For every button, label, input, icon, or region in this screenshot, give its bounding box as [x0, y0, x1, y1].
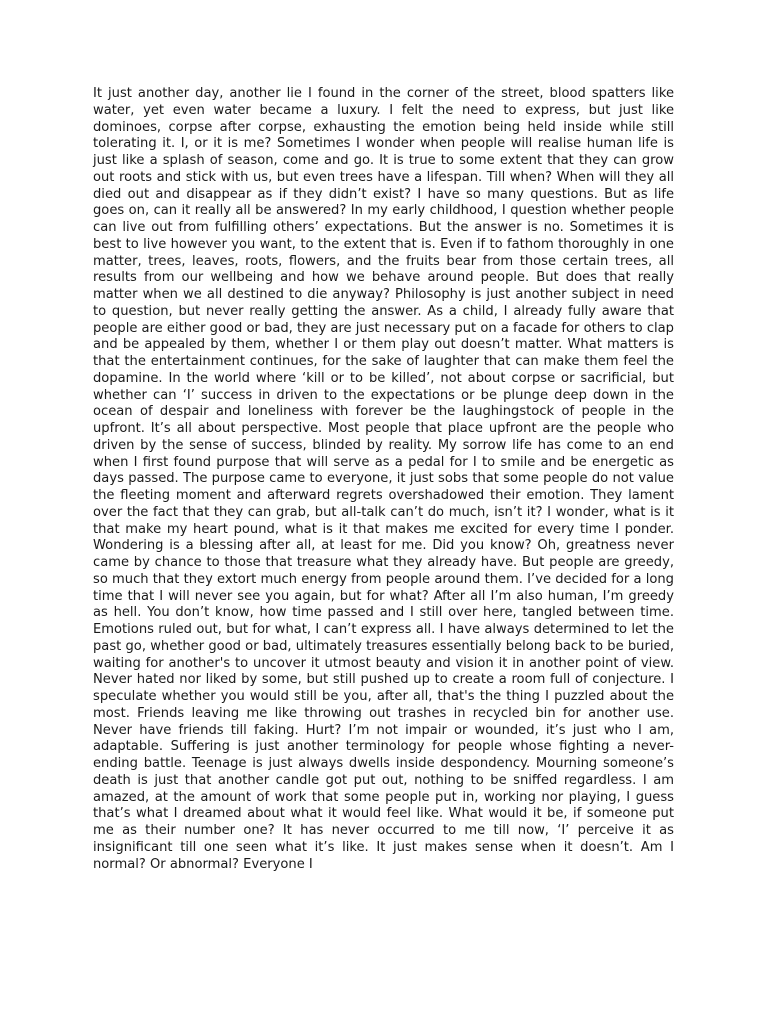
body-paragraph: It just another day, another lie I found in the corner of the street, blood spatters like water, yet even water became a luxury. I felt the need to express, but just like dominoes, corpse after corpse, exhausting the emotion being held inside while still tolerating it. I, or it is me? Sometimes I wonder when people will realise human life is just like a splash of season, come and go. It is true to some extent that they can grow out roots and stick with us, but even trees have a lifespan. Till when? When will they all died out and disappear as if they didn’t exist? I have so many questions. But as life goes on, can it really all be answered? In my early childhood, I question whether people can live out from fulfilling others’ expectations. But the answer is no. Sometimes it is best to live however you want, to the extent that is. Even if to fathom thoroughly in one matter, trees, leaves, roots, flowers, and the fruits bear from those certain trees, all results from our wellbeing and how we behave around people. But does that really matter when we all destined to die anyway? Philosophy is just another subject in need to question, but never really getting the answer. As a child, I already fully aware that people are either good or bad, they are just necessary put on a facade for others to clap and be appealed by them, whether I or them play out doesn’t matter. What matters is that the entertainment continues, for the sake of laughter that can make them feel the dopamine. In the world where ‘kill or to be killed’, not about corpse or sacrificial, but whether can ‘I’ success in driven to the expectations or be plunge deep down in the ocean of despair and loneliness with forever be the laughingstock of people in the upfront. It’s all about perspective. Most people that place upfront are the people who driven by the sense of success, blinded by reality. My sorrow life has come to an end when I first found purpose that will serve as a pedal for I to smile and be energetic as days passed. The purpose came to everyone, it just sobs that some people do not value the fleeting moment and afterward regrets overshadowed their emotion. They lament over the fact that they can grab, but all-talk can’t do much, isn’t it? I wonder, what is it that make my heart pound, what is it that makes me excited for every time I ponder. Wondering is a blessing after all, at least for me. Did you know? Oh, greatness never came by chance to those that treasure what they already have. But people are greedy, so much that they extort much energy from people around them. I’ve decided for a long time that I will never see you again, but for what? After all I’m also human, I’m greedy as hell. You don’t know, how time passed and I still over here, tangled between time. Emotions ruled out, but for what, I can’t express all. I have always determined to let the past go, whether good or bad, ultimately treasures essentially belong back to be buried, waiting for another's to uncover it utmost beauty and vision it in another point of view. Never hated nor liked by some, but still pushed up to create a room full of conjecture. I speculate whether you would still be you, after all, that's the thing I puzzled about the most. Friends leaving me like throwing out trashes in recycled bin for another use. Never have friends till faking. Hurt? I’m not impair or wounded, it’s just who I am, adaptable. Suffering is just another terminology for people whose fighting a never-ending battle. Teenage is just always dwells inside despondency. Mourning someone’s death is just that another candle got put out, nothing to be sniffed regardless. I am amazed, at the amount of work that some people put in, working nor playing, I guess that’s what I dreamed about what it would feel like. What would it be, if someone put me as their number one? It has never occurred to me till now, ‘I’ perceive it as insignificant till one seen what it’s like. It just makes sense when it doesn’t. Am I normal? Or abnormal? Everyone I [93, 86, 674, 872]
